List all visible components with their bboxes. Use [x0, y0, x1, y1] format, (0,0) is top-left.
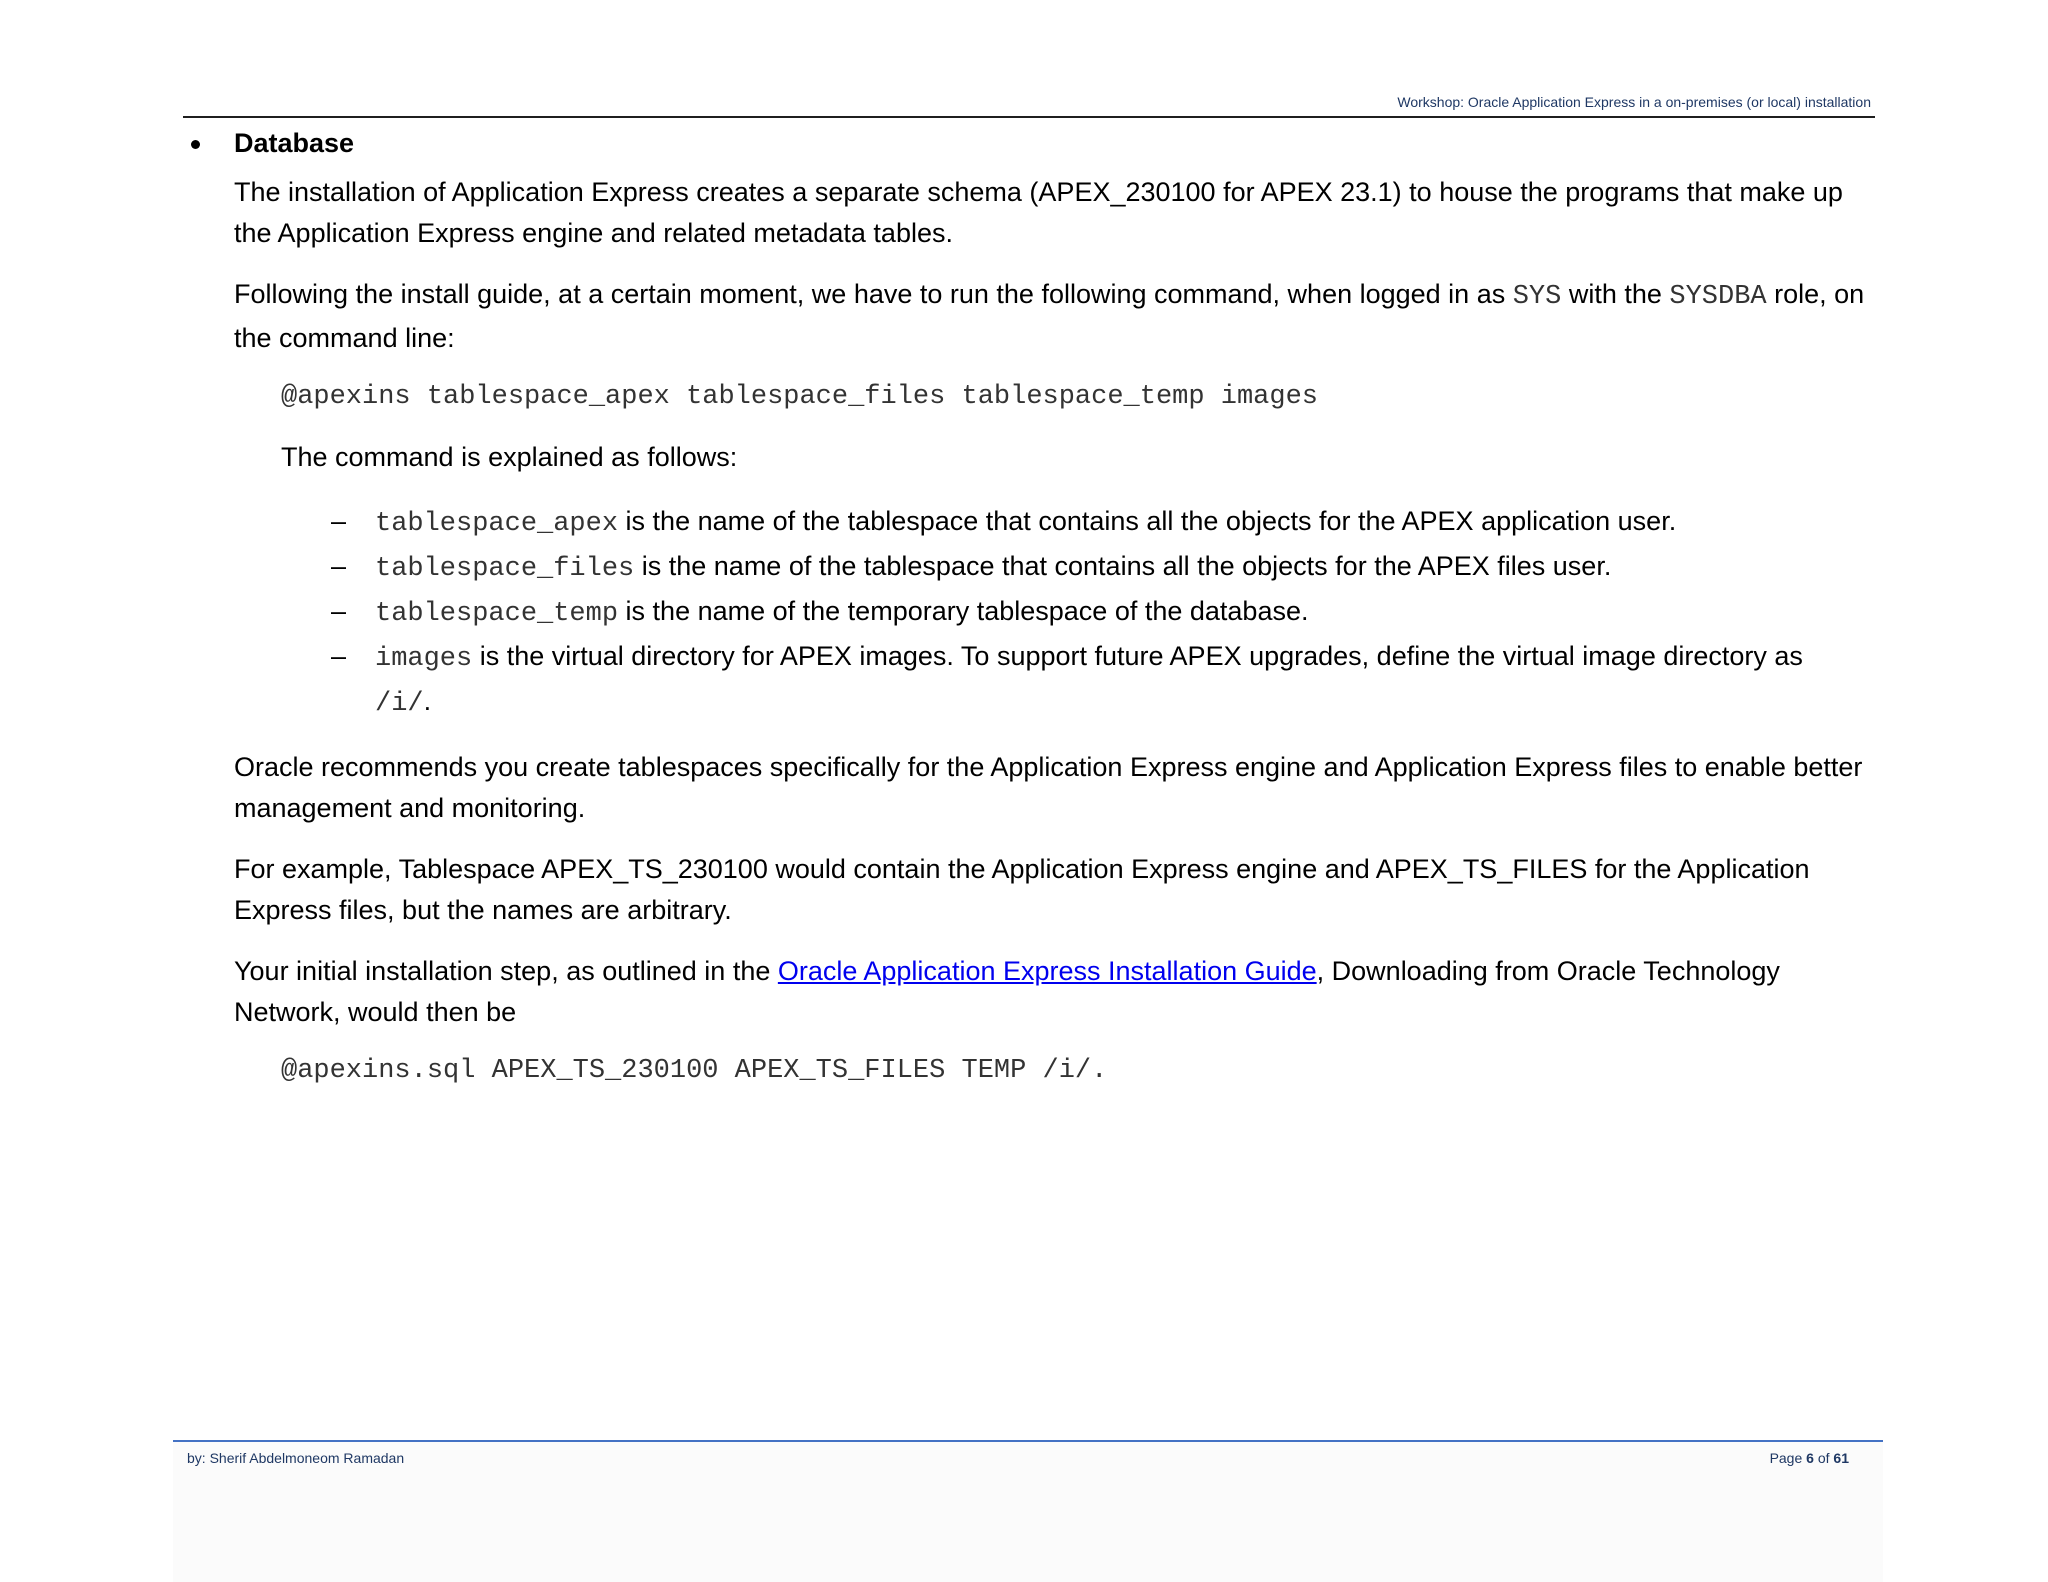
dash-icon: –: [331, 551, 347, 581]
page-total: 61: [1833, 1450, 1849, 1466]
section-heading: [183, 128, 1883, 172]
paragraph-example: For example, Tablespace APEX_TS_230100 would contain the Application Express engine and APEX_TS_FILES for the Application Express files, but the names are arbitrary.: [234, 854, 1810, 925]
list-item: [331, 500, 1865, 545]
bullet-icon: [191, 140, 200, 149]
item-tail: .: [423, 686, 432, 716]
list-item: [331, 545, 1865, 590]
text-segment: with the: [1561, 279, 1670, 309]
parameter-list: [183, 500, 1883, 725]
page-number: [1770, 1450, 1849, 1466]
paragraph-recommend: Oracle recommends you create tablespaces specifically for the Application Express engine and Application Express files to enable better management and monitoring.: [234, 752, 1863, 823]
dash-icon: –: [331, 641, 347, 671]
item-text: is the name of the tablespace that contains all the objects for the APEX application user.: [618, 506, 1677, 536]
dash-icon: –: [331, 506, 347, 536]
list-item: [331, 635, 1865, 725]
page-label: Page: [1769, 1450, 1803, 1466]
code-param: images: [375, 644, 473, 674]
code-param: tablespace_files: [375, 554, 635, 584]
code-param: tablespace_temp: [375, 599, 619, 629]
paragraph-explain: The command is explained as follows:: [281, 442, 738, 472]
item-text: is the name of the tablespace that contains all the objects for the APEX files user.: [634, 551, 1612, 581]
code-sysdba: SYSDBA: [1669, 282, 1767, 312]
paragraph-install-guide: [234, 274, 1874, 359]
item-text: is the virtual directory for APEX images. To support future APEX upgrades, define the virtual image directory as: [472, 641, 1803, 671]
paragraph-schema: The installation of Application Express creates a separate schema (APEX_230100 for APEX 23.1) to house the programs that make up the Application Express engine and related metadata tables.: [234, 177, 1843, 248]
list-item: [331, 590, 1865, 635]
text-segment: Your initial installation step, as outlined in the: [234, 956, 778, 986]
footer-author: by: Sherif Abdelmoneom Ramadan: [187, 1450, 405, 1466]
code-sys: SYS: [1512, 282, 1562, 312]
document-body: [183, 128, 1883, 1111]
page-footer: [173, 1440, 1883, 1582]
section-title: Database: [234, 128, 355, 158]
command-apexins: @apexins tablespace_apex tablespace_files tablespace_temp images: [281, 382, 1318, 412]
command-apexins-sql: @apexins.sql APEX_TS_230100 APEX_TS_FILES TEMP /i/.: [281, 1056, 1108, 1086]
header-title: Workshop: Oracle Application Express in a on-premises (or local) installation: [1397, 94, 1871, 110]
text-segment: , Downloading from Oracle Technology Network, would then be: [234, 956, 1780, 1027]
text-segment: role, on the command line:: [234, 279, 1865, 353]
page-current: 6: [1806, 1450, 1814, 1466]
of-label: of: [1817, 1450, 1830, 1466]
code-param: tablespace_apex: [375, 509, 619, 539]
text-segment: Following the install guide, at a certain moment, we have to run the following command, when logged in as: [234, 279, 1513, 309]
paragraph-initial-step: [234, 951, 1874, 1033]
item-text: is the name of the temporary tablespace of the database.: [618, 596, 1309, 626]
page-header: [183, 88, 1875, 118]
dash-icon: –: [331, 596, 347, 626]
code-path: /i/: [375, 689, 424, 719]
installation-guide-link[interactable]: Oracle Application Express Installation Guide: [777, 956, 1317, 986]
